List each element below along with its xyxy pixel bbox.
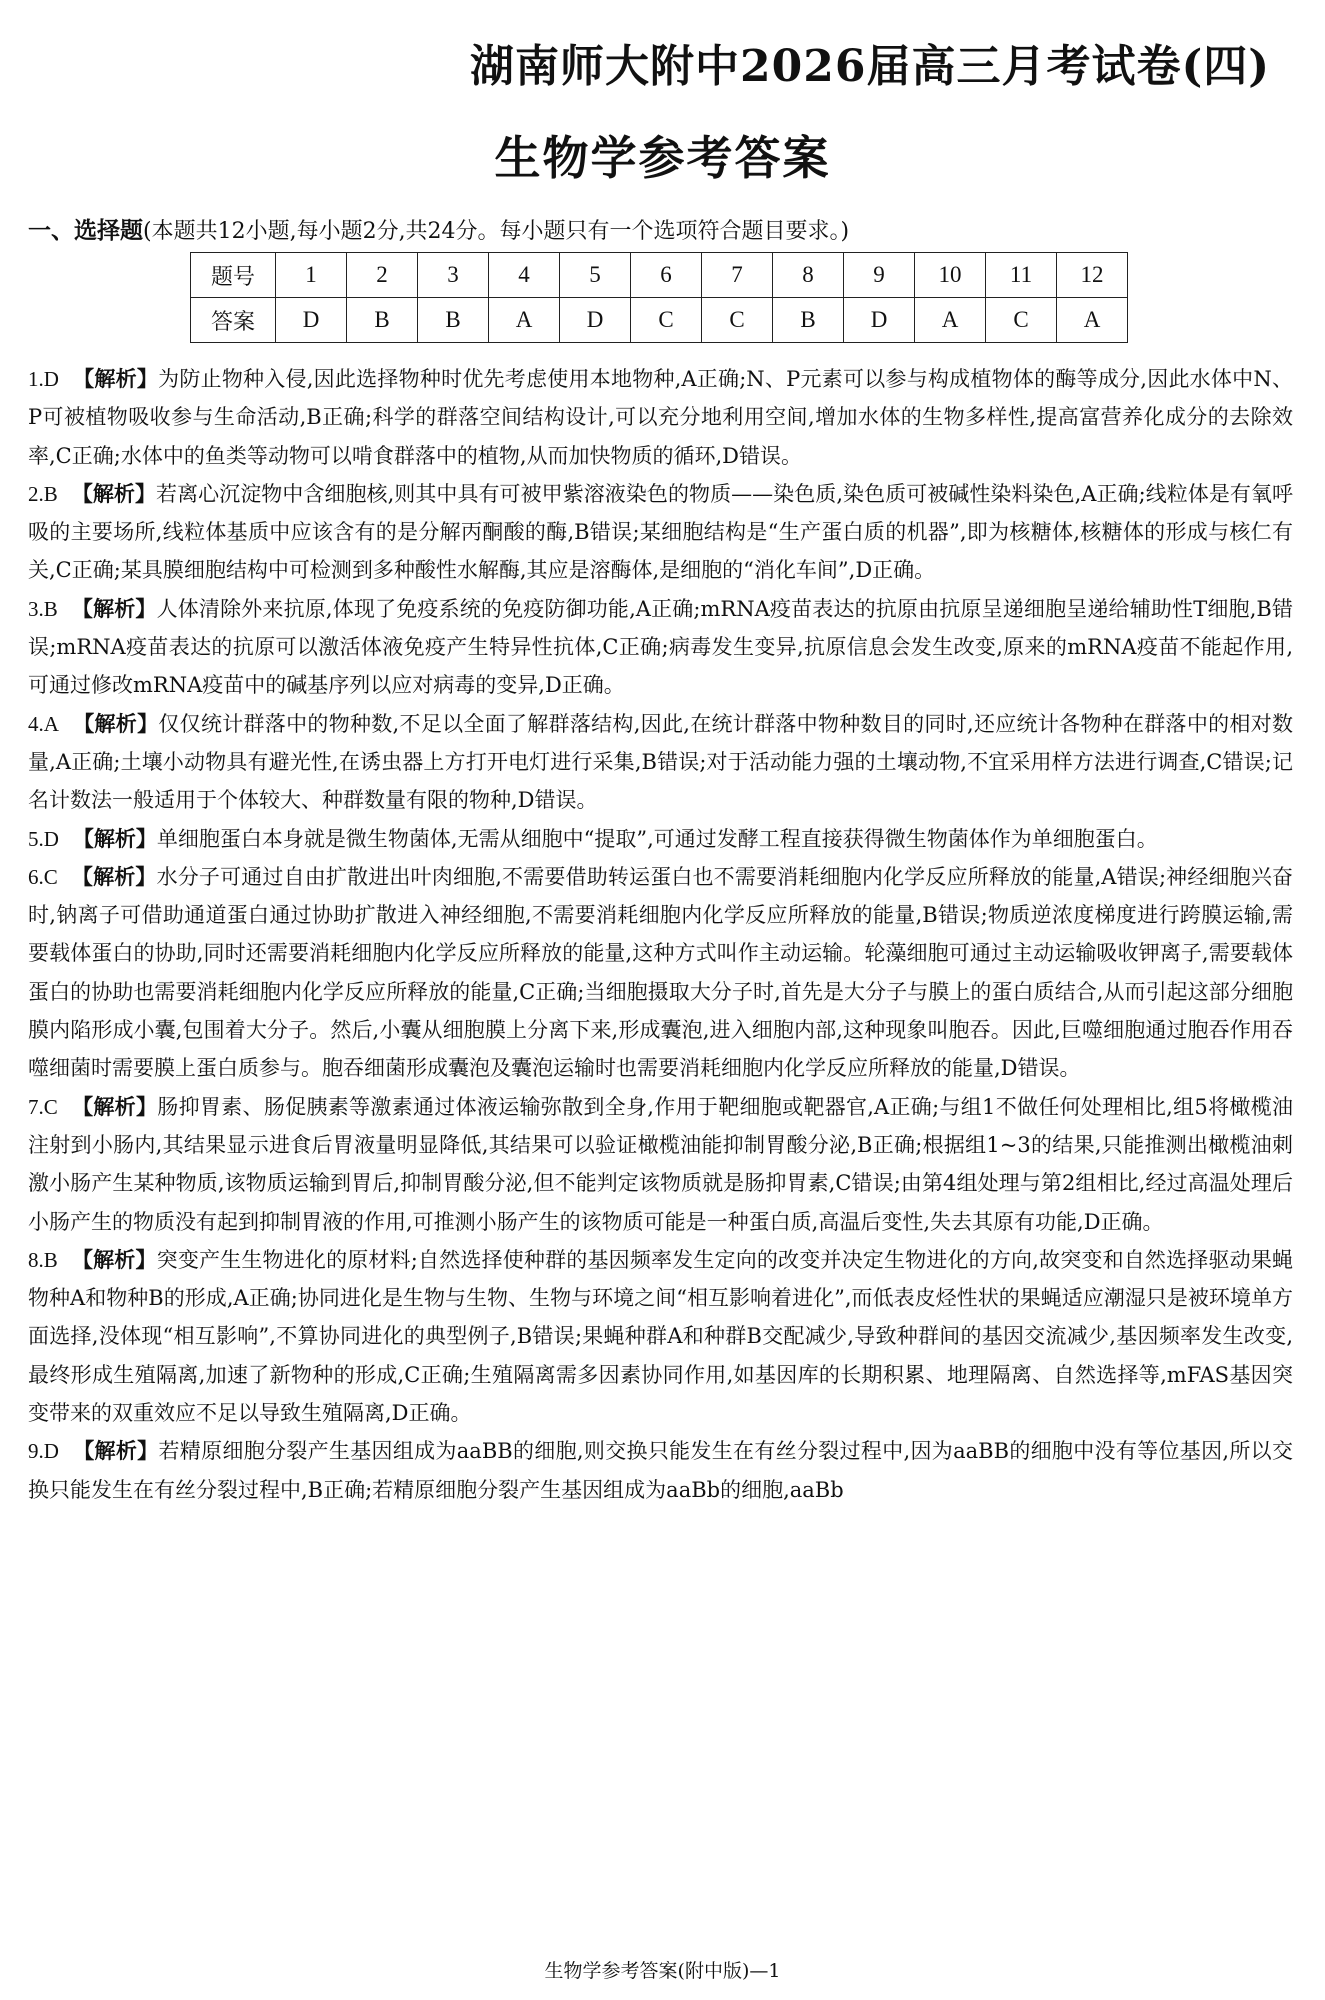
answer-cell: B	[347, 298, 418, 343]
section-heading	[28, 212, 1318, 245]
document-subtitle: 生物学参考答案	[494, 131, 831, 185]
analysis-tag: 【解析】	[71, 864, 157, 889]
explanation-list	[28, 360, 1293, 1509]
item-text: 单细胞蛋白本身就是微生物菌体,无需从细胞中“提取”,可通过发酵工程直接获得微生物菌体作为单细胞蛋白。	[156, 826, 1158, 851]
explanation-item	[28, 590, 1293, 705]
question-number-cell: 6	[631, 253, 702, 298]
item-number: 8.B	[28, 1247, 58, 1272]
explanation-item	[28, 1088, 1293, 1241]
answer-cell: A	[1057, 298, 1128, 343]
question-number-cell: 4	[489, 253, 560, 298]
explanation-item	[28, 705, 1293, 820]
item-text: 肠抑胃素、肠促胰素等激素通过体液运输弥散到全身,作用于靶细胞或靶器官,A正确;与组1不做任何处理相比,组5将橄榄油注射到小肠内,其结果显示进食后胃液量明显降低,其结果可以验证橄榄油能抑制胃酸分泌,B正确;根据组1~3的结果,只能推测出橄榄油刺激小肠产生某种物质,该物质运输到胃后,抑制胃酸分泌,但不能判定该物质就是肠抑胃素,C错误;由第4组处理与第2组相比,经过高温处理后小肠产生的物质没有起到抑制胃液的作用,可推测小肠产生的该物质可能是一种蛋白质,高温后变性,失去其原有功能,D正确。	[28, 1094, 1294, 1234]
analysis-tag: 【解析】	[72, 1439, 159, 1464]
explanation-item	[28, 858, 1293, 1088]
item-text: 若离心沉淀物中含细胞核,则其中具有可被甲紫溶液染色的物质——染色质,染色质可被碱性染料染色,A正确;线粒体是有氧呼吸的主要场所,线粒体基质中应该含有的是分解丙酮酸的酶,B错误;某细胞结构是“生产蛋白质的机器”,即为核糖体,核糖体的形成与核仁有关,C正确;某具膜细胞结构中可检测到多种酸性水解酶,其应是溶酶体,是细胞的“消化车间”,D正确。	[28, 481, 1294, 583]
item-text: 人体清除外来抗原,体现了免疫系统的免疫防御功能,A正确;mRNA疫苗表达的抗原由抗原呈递细胞呈递给辅助性T细胞,B错误;mRNA疫苗表达的抗原可以激活体液免疫产生特异性抗体,C正确;病毒发生变异,抗原信息会发生改变,原来的mRNA疫苗不能起作用,可通过修改mRNA疫苗中的碱基序列以应对病毒的变异,D正确。	[28, 596, 1293, 698]
item-number: 3.B	[28, 596, 58, 621]
explanation-item	[28, 1432, 1293, 1509]
item-text: 为防止物种入侵,因此选择物种时优先考虑使用本地物种,A正确;N、P元素可以参与构成植物体的酶等成分,因此水体中N、P可被植物吸收参与生命活动,B正确;科学的群落空间结构设计,可以充分地利用空间,增加水体的生物多样性,提高富营养化成分的去除效率,C正确;水体中的鱼类等动物可以啃食群落中的植物,从而加快物质的循环,D错误。	[28, 367, 1293, 468]
question-number-cell: 5	[560, 253, 631, 298]
item-text: 突变产生生物进化的原材料;自然选择使种群的基因频率发生定向的改变并决定生物进化的方向,故突变和自然选择驱动果蝇物种A和物种B的形成,A正确;协同进化是生物与生物、生物与环境之间“相互影响着进化”,而低表皮烃性状的果蝇适应潮湿只是被环境单方面选择,没体现“相互影响”,不算协同进化的典型例子,B错误;果蝇种群A和种群B交配减少,导致种群间的基因交流减少,基因频率发生改变,最终形成生殖隔离,加速了新物种的形成,C正确;生殖隔离需多因素协同作用,如基因库的长期积累、地理隔离、自然选择等,mFAS基因突变带来的双重效应不足以导致生殖隔离,D正确。	[28, 1247, 1293, 1426]
page-footer: 生物学参考答案(附中版)—1	[544, 1960, 781, 1982]
answer-cell: B	[418, 298, 489, 343]
question-number-cell: 1	[276, 253, 347, 298]
question-number-cell: 11	[986, 253, 1057, 298]
section-note: (本题共12小题,每小题2分,共24分。每小题只有一个选项符合题目要求。)	[143, 219, 850, 244]
answer-table	[190, 252, 1128, 343]
answer-table-number-row	[191, 253, 1128, 298]
row-header-answer: 答案	[191, 298, 276, 343]
explanation-item	[28, 820, 1293, 858]
question-number-cell: 10	[915, 253, 986, 298]
item-number: 7.C	[28, 1094, 58, 1119]
analysis-tag: 【解析】	[72, 826, 157, 851]
item-number: 1.D	[28, 367, 59, 391]
explanation-item	[28, 360, 1293, 475]
section-title: 一、选择题	[28, 217, 143, 244]
answer-cell: D	[276, 298, 347, 343]
explanation-item	[28, 475, 1293, 590]
answer-cell: A	[915, 298, 986, 343]
item-text: 仅仅统计群落中的物种数,不足以全面了解群落结构,因此,在统计群落中物种数目的同时,还应统计各物种在群落中的相对数量,A正确;土壤小动物具有避光性,在诱虫器上方打开电灯进行采集,B错误;对于活动能力强的土壤动物,不宜采用样方法进行调查,C错误;记名计数法一般适用于个体较大、种群数量有限的物种,D错误。	[28, 711, 1293, 813]
question-number-cell: 3	[418, 253, 489, 298]
document-title: 湖南师大附中2026届高三月考试卷(四)	[470, 41, 1271, 92]
item-number: 4.A	[28, 711, 59, 736]
item-text: 若精原细胞分裂产生基因组成为aaBB的细胞,则交换只能发生在有丝分裂过程中,因为aaBB的细胞中没有等位基因,所以交换只能发生在有丝分裂过程中,B正确;若精原细胞分裂产生基因组成为aaBb的细胞,aaBb	[28, 1439, 1293, 1502]
question-number-cell: 8	[773, 253, 844, 298]
question-number-cell: 9	[844, 253, 915, 298]
answer-cell: C	[631, 298, 702, 343]
answer-cell: B	[773, 298, 844, 343]
item-number: 6.C	[28, 864, 58, 889]
answer-cell: C	[986, 298, 1057, 343]
answer-cell: C	[702, 298, 773, 343]
analysis-tag: 【解析】	[71, 1247, 157, 1272]
row-header-number: 题号	[191, 253, 276, 298]
item-text: 水分子可通过自由扩散进出叶肉细胞,不需要借助转运蛋白也不需要消耗细胞内化学反应所释放的能量,A错误;神经细胞兴奋时,钠离子可借助通道蛋白通过协助扩散进入神经细胞,不需要消耗细胞内化学反应所释放的能量,B错误;物质逆浓度梯度进行跨膜运输,需要载体蛋白的协助,同时还需要消耗细胞内化学反应所释放的能量,这种方式叫作主动运输。轮藻细胞可通过主动运输吸收钾离子,需要载体蛋白的协助也需要消耗细胞内化学反应所释放的能量,C正确;当细胞摄取大分子时,首先是大分子与膜上的蛋白质结合,从而引起这部分细胞膜内陷形成小囊,包围着大分子。然后,小囊从细胞膜上分离下来,形成囊泡,进入细胞内部,这种现象叫胞吞。因此,巨噬细胞通过胞吞作用吞噬细菌时需要膜上蛋白质参与。胞吞细菌形成囊泡及囊泡运输时也需要消耗细胞内化学反应所释放的能量,D错误。	[28, 864, 1294, 1081]
answer-cell: A	[489, 298, 560, 343]
answer-table-answer-row	[191, 298, 1128, 343]
question-number-cell: 2	[347, 253, 418, 298]
answer-cell: D	[844, 298, 915, 343]
explanation-item	[28, 1241, 1293, 1432]
analysis-tag: 【解析】	[72, 711, 159, 736]
analysis-tag: 【解析】	[71, 596, 157, 621]
analysis-tag: 【解析】	[71, 1094, 158, 1119]
item-number: 2.B	[28, 481, 58, 506]
analysis-tag: 【解析】	[71, 481, 157, 506]
answer-cell: D	[560, 298, 631, 343]
analysis-tag: 【解析】	[72, 367, 159, 391]
question-number-cell: 12	[1057, 253, 1128, 298]
item-number: 9.D	[28, 1439, 59, 1464]
item-number: 5.D	[28, 826, 59, 851]
question-number-cell: 7	[702, 253, 773, 298]
